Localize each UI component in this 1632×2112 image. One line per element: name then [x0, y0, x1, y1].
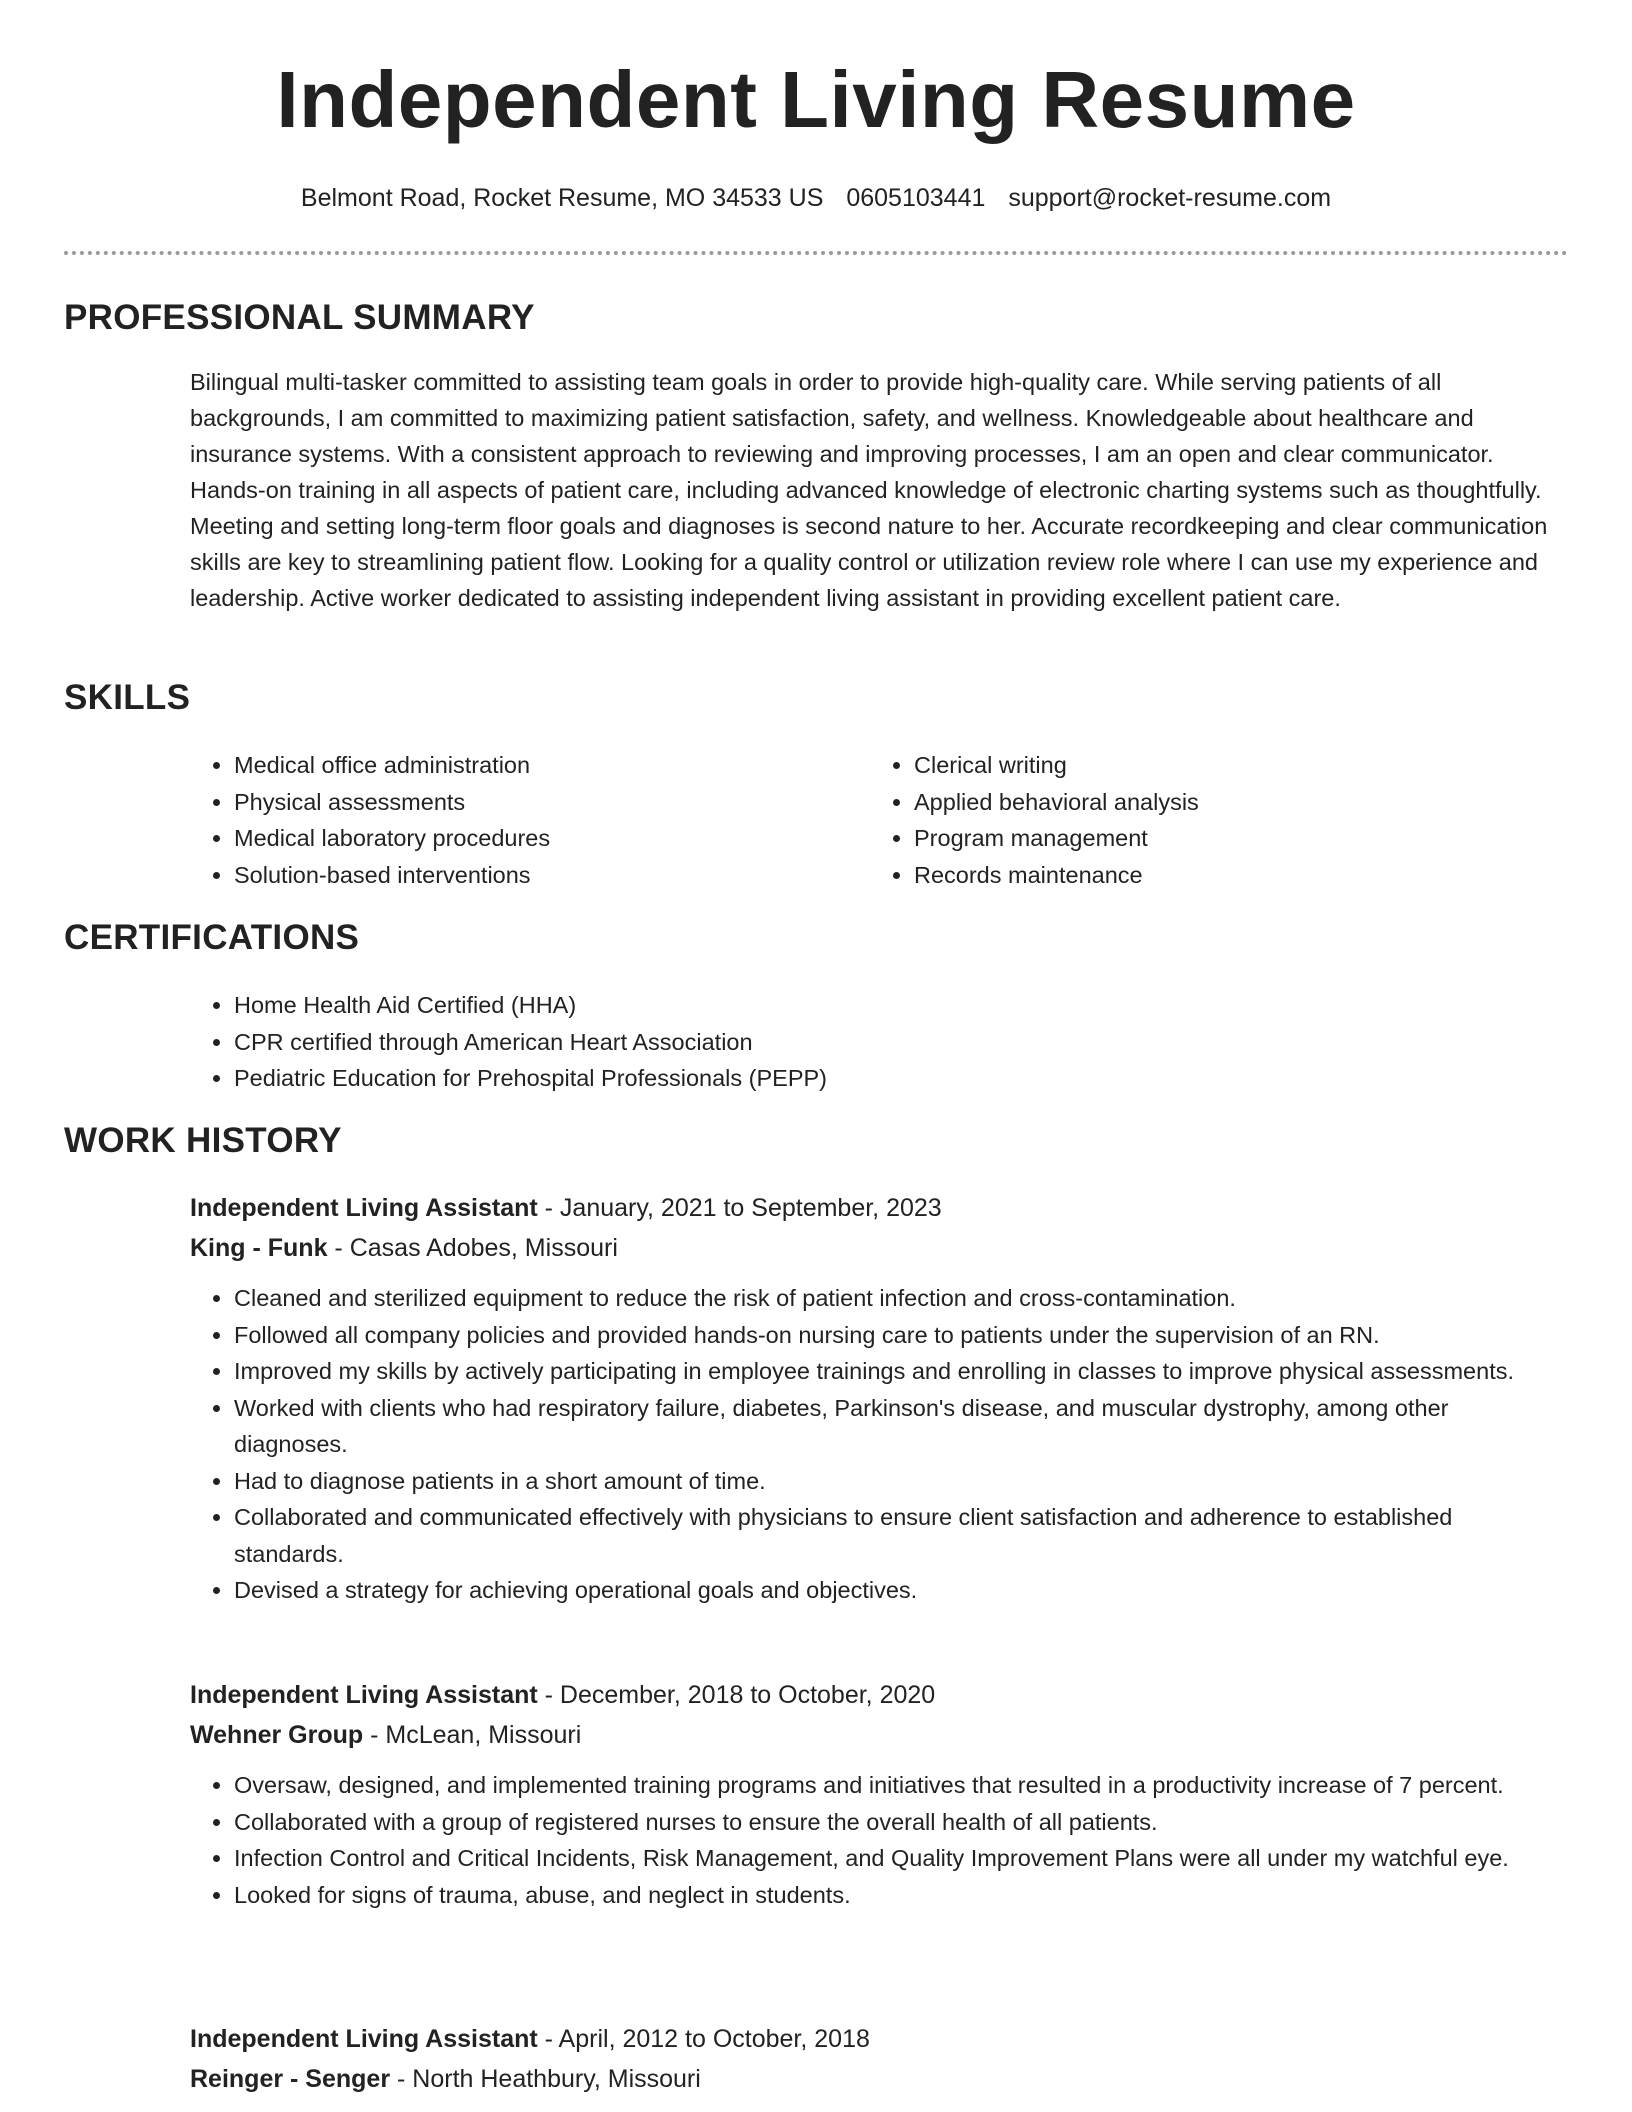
job-role: Independent Living Assistant [190, 1681, 538, 1709]
contact-phone: 0605103441 [846, 184, 986, 212]
job-bullet: • Infection Control and Critical Incidents, Risk Management, and Quality Improvement Plans were all under my watchful eye. [234, 1840, 1568, 1877]
job-title-line [190, 2019, 1568, 2059]
contact-email: support@rocket-resume.com [1008, 184, 1332, 212]
section-title-work-history: WORK HISTORY [64, 1121, 342, 1160]
job-company: Reinger - Senger [190, 2065, 391, 2093]
job-bullet: • Improved my skills by actively participating in employee trainings and enrolling in classes to improve physical assessments. [234, 1353, 1568, 1390]
job-bullet: • Devised a strategy for achieving operational goals and objectives. [234, 1572, 1568, 1609]
skills-column-right [870, 747, 1490, 893]
skills-list-left [190, 747, 810, 893]
summary-text: Bilingual multi-tasker committed to assisting team goals in order to provide high-quality care. While serving patients of all backgrounds, I am committed to maximizing patient satisfaction, safety, and wellness. Knowledgeable about healthcare and insurance systems. With a consistent approach to reviewing and improving processes, I am an open and clear communicator. Hands-on training in all aspects of patient care, including advanced knowledge of electronic charting systems such as thoughtfully. Meeting and setting long-term floor goals and diagnoses is second nature to her. Accurate recordkeeping and clear communication skills are key to streamlining patient flow. Looking for a quality control or utilization review role where I can use my experience and leadership. Active worker dedicated to assisting independent living assistant in providing excellent patient care. [190, 369, 1548, 611]
resume-title: Independent Living Resume [276, 55, 1356, 144]
skill-item: • Medical laboratory procedures [234, 820, 810, 857]
certifications-list-wrap [190, 987, 1490, 1097]
section-title-certifications: CERTIFICATIONS [64, 918, 360, 957]
job-title-line [190, 1675, 1568, 1715]
job-bullet: • Collaborated and communicated effectively with physicians to ensure client satisfaction and adherence to established standards. [234, 1499, 1568, 1572]
contact-address: Belmont Road, Rocket Resume, MO 34533 US [300, 184, 824, 212]
job-bullets [190, 1280, 1568, 1609]
job-bullet: • Had to diagnose patients in a short amount of time. [234, 1463, 1568, 1500]
job-bullet: • Collaborated with a group of registered nurses to ensure the overall health of all patients. [234, 1804, 1568, 1841]
job-bullet: • Oversaw, designed, and implemented training programs and initiatives that resulted in a productivity increase of 7 percent. [234, 1767, 1568, 1804]
contact-line [64, 183, 1568, 213]
certification-item: • Pediatric Education for Prehospital Professionals (PEPP) [234, 1060, 1490, 1097]
job-company: Wehner Group [190, 1721, 364, 1749]
skills-list-right [870, 747, 1490, 893]
section-title-skills: SKILLS [64, 678, 191, 717]
job-bullets [190, 1767, 1568, 1913]
job-bullet: • Cleaned and sterilized equipment to reduce the risk of patient infection and cross-contamination. [234, 1280, 1568, 1317]
job-dates: - January, 2021 to September, 2023 [537, 1194, 942, 1222]
job-location: - North Heathbury, Missouri [390, 2065, 701, 2093]
job-bullet: • Looked for signs of trauma, abuse, and neglect in students. [234, 1877, 1568, 1914]
job-title-line [190, 1188, 1568, 1228]
job-company-line [190, 1228, 1568, 1268]
job-role: Independent Living Assistant [190, 2025, 538, 2053]
skills-column-left [190, 747, 810, 893]
skill-item: • Records maintenance [914, 857, 1490, 894]
job-entry [190, 2019, 1568, 2099]
skill-item: • Program management [914, 820, 1490, 857]
job-bullet: • Followed all company policies and provided hands-on nursing care to patients under the supervision of an RN. [234, 1317, 1568, 1354]
skill-item: • Clerical writing [914, 747, 1490, 784]
job-bullet: • Worked with clients who had respiratory failure, diabetes, Parkinson's disease, and muscular dystrophy, among other diagnoses. [234, 1390, 1568, 1463]
job-location: - Casas Adobes, Missouri [327, 1234, 618, 1262]
job-entry [190, 1675, 1568, 1913]
certification-item: • Home Health Aid Certified (HHA) [234, 987, 1490, 1024]
section-title-summary: PROFESSIONAL SUMMARY [64, 298, 535, 337]
certification-item: • CPR certified through American Heart Association [234, 1024, 1490, 1061]
skill-item: • Medical office administration [234, 747, 810, 784]
job-company-line [190, 1715, 1568, 1755]
job-company: King - Funk [190, 1234, 328, 1262]
job-role: Independent Living Assistant [190, 1194, 538, 1222]
skill-item: • Solution-based interventions [234, 857, 810, 894]
job-dates: - December, 2018 to October, 2020 [537, 1681, 936, 1709]
job-company-line [190, 2059, 1568, 2099]
job-dates: - April, 2012 to October, 2018 [537, 2025, 870, 2053]
job-entry [190, 1188, 1568, 1609]
header-divider [64, 251, 1568, 255]
skill-item: • Applied behavioral analysis [914, 784, 1490, 821]
skill-item: • Physical assessments [234, 784, 810, 821]
certifications-list [190, 987, 1490, 1097]
job-location: - McLean, Missouri [363, 1721, 582, 1749]
